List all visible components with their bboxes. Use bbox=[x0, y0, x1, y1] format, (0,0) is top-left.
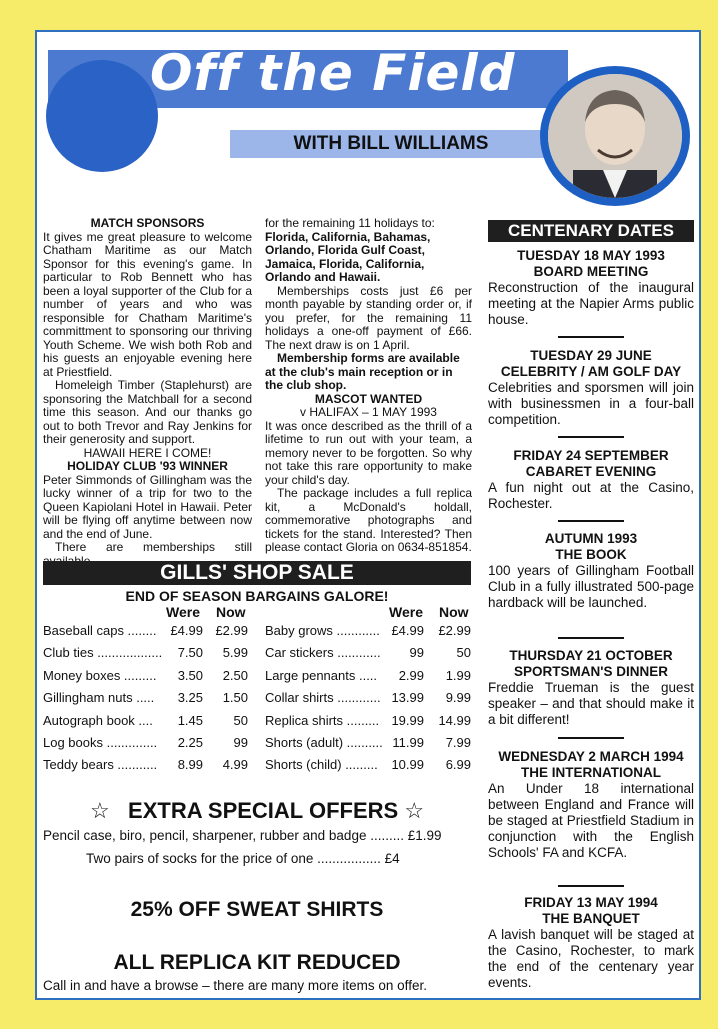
event-description: Celebrities and sporsmen will join with businessmen in a four-ball competition. bbox=[488, 380, 694, 427]
hawaii-text: Peter Simmonds of Gillingham was the lucky winner of a trip for two to the Queen Kapiolani Hotel in Hawaii. Peter will be flying off anytime between now and the end of June. bbox=[43, 472, 252, 541]
event-heading: TUESDAY 18 MAY 1993 bbox=[517, 248, 665, 263]
event-description: 100 years of Gillingham Football Club in a fully illustrated 500-page hardback will be launched. bbox=[488, 563, 694, 610]
shop-item-were: 99 bbox=[409, 645, 424, 661]
centenary-event bbox=[488, 448, 694, 512]
shop-item-name: Collar shirts ............ bbox=[265, 690, 381, 706]
shop-item-name: Club ties .................. bbox=[43, 645, 163, 661]
matchball-text: Homeleigh Timber (Staplehurst) are sponsoring the Matchball for a second time this season. And our thanks go out to both Trevor and Ray Jenkins for their generosity and support. bbox=[43, 378, 252, 446]
shop-title: GILLS' SHOP SALE bbox=[43, 561, 471, 585]
shop-item-name: Shorts (child) ......... bbox=[265, 757, 378, 773]
event-heading: CABARET EVENING bbox=[525, 464, 657, 479]
shop-item-now: 7.99 bbox=[445, 735, 471, 750]
mascot-heading: MASCOT WANTED bbox=[314, 391, 423, 406]
event-description: Reconstruction of the inaugural meeting at the Napier Arms public house. bbox=[488, 280, 694, 327]
holidays-intro: for the remaining 11 holidays to: bbox=[265, 216, 435, 230]
column-1 bbox=[43, 217, 252, 568]
centenary-event bbox=[488, 248, 694, 328]
shop-item-now: £2.99 bbox=[215, 623, 248, 638]
event-heading: FRIDAY 24 SEPTEMBER bbox=[513, 448, 669, 463]
shop-item-were: 3.25 bbox=[177, 690, 203, 706]
event-heading: THE BOOK bbox=[555, 547, 627, 562]
centenary-event bbox=[488, 749, 694, 861]
shop-item-were: 8.99 bbox=[177, 757, 203, 773]
shop-item-now: £2.99 bbox=[438, 623, 471, 638]
shop-item-now: 50 bbox=[233, 712, 248, 728]
holiday-club-heading: HOLIDAY CLUB '93 WINNER bbox=[67, 459, 228, 473]
mascot-text: It was once described as the thrill of a lifetime to run out with your team, a memory never to be forgotten. So why not take this rare opportunity to make your child's day. bbox=[265, 418, 472, 487]
match-sponsors-text: It gives me great pleasure to welcome Chatham Maritime as our Match Sponsor for this evening's game. In particular to Rob Bennett who has been a loyal supporter of the Club for a number of years and who was responsible for Chatham Maritime's committment to sponsoring our thriving Youth Scheme. We wish both Rob and his guests an enjoyable evening here at Priestfield. bbox=[43, 229, 252, 379]
event-description: A fun night out at the Casino, Rochester. bbox=[488, 480, 694, 511]
shop-item-were: 3.50 bbox=[177, 667, 203, 683]
match-sponsors-heading: MATCH SPONSORS bbox=[90, 216, 205, 230]
were-header-right: Were bbox=[389, 604, 423, 620]
shop-item-name: Shorts (adult) .......... bbox=[265, 735, 383, 750]
event-separator bbox=[558, 436, 624, 438]
mascot-package-text: The package includes a full replica kit, a McDonald's holdall, commemorative photographs and tickets for the stand. Interested? Then please contact Gloria on 0634-851854. bbox=[265, 486, 472, 554]
byline: WITH BILL WILLIAMS bbox=[293, 133, 489, 154]
event-heading: THE INTERNATIONAL bbox=[521, 765, 661, 780]
event-heading: SPORTSMAN'S DINNER bbox=[514, 664, 668, 679]
event-heading: WEDNESDAY 2 MARCH 1994 bbox=[498, 749, 684, 764]
event-separator bbox=[558, 520, 624, 522]
shop-item-now: 1.50 bbox=[222, 690, 248, 706]
centenary-event bbox=[488, 531, 694, 611]
star-icon: ☆ bbox=[404, 798, 425, 823]
shop-item-name: Teddy bears ........... bbox=[43, 757, 158, 773]
event-separator bbox=[558, 336, 624, 338]
membership-cost-text: Memberships costs just £6 per month payable by standing order or, if you prefer, for the remaining 11 holidays a one-off payment of £66. The next draw is on 1 April. bbox=[265, 283, 472, 352]
shop-item-name: Baseball caps ........ bbox=[43, 623, 157, 638]
centenary-event bbox=[488, 348, 694, 428]
membership-forms-text: Membership forms are available at the club's main reception or in the club shop. bbox=[265, 351, 460, 392]
sweat-shirts-offer: 25% OFF SWEAT SHIRTS bbox=[130, 898, 384, 921]
shop-item-name: Large pennants ..... bbox=[265, 667, 378, 683]
were-header-left: Were bbox=[166, 604, 200, 620]
holiday-destinations: Florida, California, Bahamas, Orlando, Florida Gulf Coast, Jamaica, Florida, California, Orlando and Hawaii. bbox=[265, 229, 431, 284]
event-heading: THE BANQUET bbox=[542, 911, 640, 926]
now-header-right: Now bbox=[439, 604, 469, 620]
event-heading: FRIDAY 13 MAY 1994 bbox=[524, 895, 658, 910]
shop-item-now: 2.50 bbox=[222, 667, 248, 683]
event-separator bbox=[558, 637, 624, 639]
event-separator bbox=[558, 885, 624, 887]
shop-item-now: 4.99 bbox=[222, 757, 248, 773]
author-photo bbox=[548, 74, 682, 198]
centenary-event bbox=[488, 895, 694, 991]
shop-item-were: £4.99 bbox=[170, 623, 203, 638]
shop-subtitle: END OF SEASON BARGAINS GALORE! bbox=[125, 588, 389, 604]
shop-item-now: 1.99 bbox=[445, 667, 471, 683]
now-header-left: Now bbox=[216, 604, 246, 620]
event-heading: TUESDAY 29 JUNE bbox=[530, 348, 652, 363]
shop-item-were: 10.99 bbox=[391, 757, 424, 773]
shop-item-name: Replica shirts ......... bbox=[265, 712, 380, 728]
centenary-dates-title: CENTENARY DATES bbox=[488, 220, 694, 242]
offer-pencil-case: Pencil case, biro, pencil, sharpener, rubber and badge ......... £1.99 bbox=[43, 828, 442, 843]
centenary-event bbox=[488, 648, 694, 728]
star-icon: ☆ bbox=[89, 798, 110, 823]
offers-heading: EXTRA SPECIAL OFFERS bbox=[128, 798, 399, 823]
shop-item-were: 1.45 bbox=[177, 712, 203, 728]
shop-item-now: 6.99 bbox=[445, 757, 471, 773]
column-2 bbox=[265, 217, 472, 555]
mascot-subheading: v HALIFAX – 1 MAY 1993 bbox=[300, 405, 437, 419]
shop-item-now: 5.99 bbox=[222, 645, 248, 661]
shop-item-now: 99 bbox=[233, 735, 248, 750]
shop-item-now: 14.99 bbox=[438, 712, 471, 728]
event-separator bbox=[558, 737, 624, 739]
event-heading: BOARD MEETING bbox=[533, 264, 649, 279]
offers-heading-line bbox=[43, 798, 471, 824]
shop-item-were: 2.25 bbox=[177, 735, 203, 750]
shop-item-name: Car stickers ............ bbox=[265, 645, 381, 661]
memberships-text: There are memberships still bbox=[55, 540, 252, 554]
shop-item-now: 50 bbox=[456, 645, 471, 661]
shop-item-were: 19.99 bbox=[391, 712, 424, 728]
shop-item-name: Baby grows ............ bbox=[265, 623, 380, 638]
shop-item-name: Autograph book .... bbox=[43, 712, 153, 728]
event-heading: THURSDAY 21 OCTOBER bbox=[509, 648, 673, 663]
shop-item-were: 11.99 bbox=[392, 735, 424, 750]
event-description: Freddie Trueman is the guest speaker – and that should make it a bit different! bbox=[488, 680, 694, 727]
hawaii-heading: HAWAII HERE I COME! bbox=[83, 445, 212, 460]
shop-item-name: Gillingham nuts ..... bbox=[43, 690, 155, 706]
shop-item-were: 2.99 bbox=[398, 667, 424, 683]
shop-item-were: 7.50 bbox=[177, 645, 203, 661]
event-heading: CELEBRITY / AM GOLF DAY bbox=[500, 364, 682, 379]
browse-text: Call in and have a browse – there are many more items on offer. bbox=[43, 978, 427, 993]
event-heading: AUTUMN 1993 bbox=[544, 531, 638, 546]
shop-item-were: £4.99 bbox=[391, 623, 424, 638]
title-circle bbox=[46, 60, 158, 172]
event-description: A lavish banquet will be staged at the Casino, Rochester, to mark the end of the centenary year events. bbox=[488, 927, 694, 990]
replica-kit-offer: ALL REPLICA KIT REDUCED bbox=[113, 951, 401, 974]
shop-item-were: 13.99 bbox=[391, 690, 424, 706]
shop-item-now: 9.99 bbox=[445, 690, 471, 706]
shop-item-name: Money boxes ......... bbox=[43, 667, 157, 683]
event-description: An Under 18 international between England and France will be staged at Priestfield Stadium in conjunction with the English Schools' FA and KCFA. bbox=[488, 781, 694, 860]
shop-item-name: Log books .............. bbox=[43, 735, 158, 750]
page-title: Off the Field bbox=[150, 44, 516, 102]
offer-socks: Two pairs of socks for the price of one ................. £4 bbox=[86, 851, 400, 866]
